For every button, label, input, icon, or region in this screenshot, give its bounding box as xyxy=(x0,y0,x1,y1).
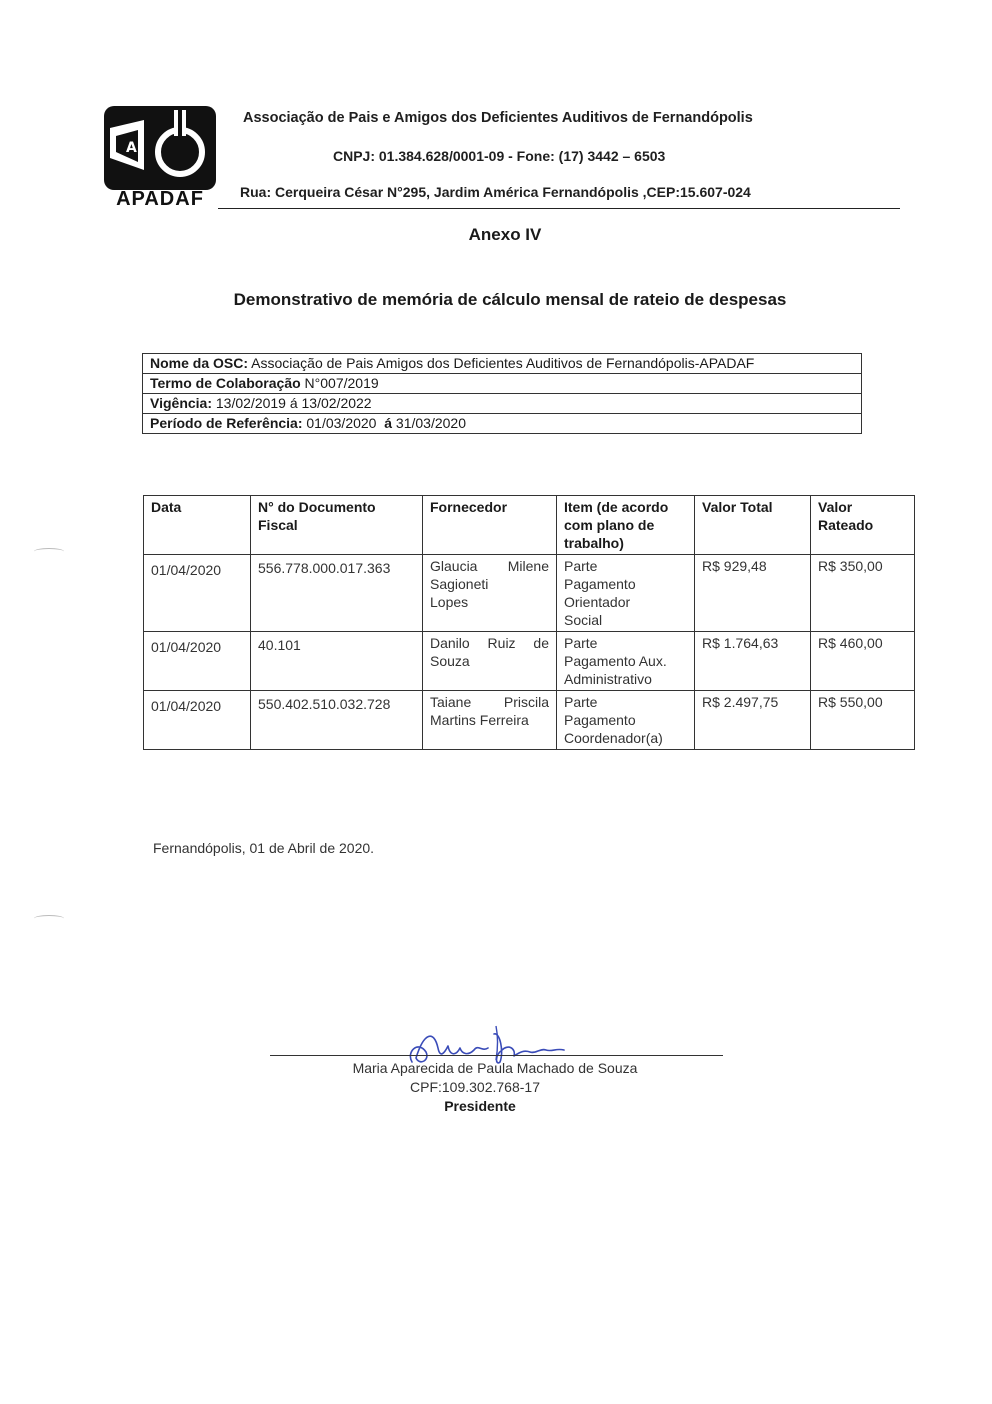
signer-cpf: CPF:109.302.768-17 xyxy=(410,1079,540,1095)
cell-valor-total: R$ 1.764,63 xyxy=(695,632,811,691)
header-item: Item (de acordo com plano de trabalho) xyxy=(557,496,695,555)
item-line: Parte xyxy=(564,558,598,574)
periodo-row xyxy=(143,413,861,433)
cell-item xyxy=(557,632,695,691)
item-line: Social xyxy=(564,612,603,628)
scan-mark xyxy=(34,915,64,922)
cell-valor-total: R$ 929,48 xyxy=(695,555,811,632)
osc-value: Associação de Pais Amigos dos Deficientes Auditivos de Fernandópolis-APADAF xyxy=(248,355,755,371)
table-row xyxy=(144,691,915,750)
cell-documento: 550.402.510.032.728 xyxy=(251,691,423,750)
cell-fornecedor xyxy=(423,632,557,691)
item-line: Pagamento Aux. xyxy=(564,653,667,669)
termo-row xyxy=(143,373,861,393)
item-line: Orientador xyxy=(564,594,631,610)
cnpj-phone: CNPJ: 01.384.628/0001-09 - Fone: (17) 3442 – 6503 xyxy=(333,148,666,164)
place-and-date: Fernandópolis, 01 de Abril de 2020. xyxy=(153,840,375,856)
info-box xyxy=(142,353,862,434)
item-line: Administrativo xyxy=(564,671,652,687)
periodo-separator: á xyxy=(384,415,393,431)
header-documento: N° do Documento Fiscal xyxy=(251,496,423,555)
cell-fornecedor xyxy=(423,555,557,632)
organization-name: Associação de Pais e Amigos dos Deficientes Auditivos de Fernandópolis xyxy=(243,110,753,126)
header-valor-rateado: Valor Rateado xyxy=(811,496,915,555)
item-line: Coordenador(a) xyxy=(564,730,663,746)
fornecedor-line: Martins Ferreira xyxy=(430,712,529,728)
cell-data: 01/04/2020 xyxy=(144,691,251,750)
svg-text:A: A xyxy=(126,140,137,156)
cell-valor-rateado: R$ 550,00 xyxy=(811,691,915,750)
cell-item xyxy=(557,691,695,750)
scan-mark xyxy=(34,548,64,555)
header-fornecedor: Fornecedor xyxy=(423,496,557,555)
vigencia-row xyxy=(143,393,861,413)
signature-line xyxy=(270,1055,723,1056)
fornecedor-line: Danilo Ruiz de xyxy=(430,635,549,651)
periodo-end: 31/03/2020 xyxy=(392,415,467,431)
header-valor-total: Valor Total xyxy=(695,496,811,555)
annex-label: Anexo IV xyxy=(468,225,542,244)
vigencia-label: Vigência: xyxy=(150,395,212,411)
header-divider xyxy=(218,208,900,209)
apadaf-logo xyxy=(104,106,216,210)
periodo-label: Período de Referência: xyxy=(150,415,303,431)
item-line: Parte xyxy=(564,635,598,651)
osc-row xyxy=(143,354,861,373)
signer-name: Maria Aparecida de Paula Machado de Souza xyxy=(352,1060,638,1076)
vigencia-value: 13/02/2019 á 13/02/2022 xyxy=(212,395,372,411)
item-line: Parte xyxy=(564,694,598,710)
termo-label: Termo de Colaboração xyxy=(150,375,301,391)
signer-role: Presidente xyxy=(444,1098,516,1114)
cell-documento: 556.778.000.017.363 xyxy=(251,555,423,632)
address: Rua: Cerqueira César N°295, Jardim América Fernandópolis ,CEP:15.607-024 xyxy=(240,184,751,200)
fornecedor-line: Glaucia Milene xyxy=(430,558,549,574)
table-row xyxy=(144,632,915,691)
fornecedor-line: Souza xyxy=(430,653,470,669)
header-data: Data xyxy=(144,496,251,555)
table-row xyxy=(144,555,915,632)
document-title: Demonstrativo de memória de cálculo mensal de rateio de despesas xyxy=(233,290,787,309)
item-line: Pagamento xyxy=(564,576,636,592)
logo-emblem-icon xyxy=(104,106,216,190)
cell-data: 01/04/2020 xyxy=(144,632,251,691)
periodo-start: 01/03/2020 xyxy=(302,415,377,431)
cell-fornecedor xyxy=(423,691,557,750)
cell-valor-rateado: R$ 350,00 xyxy=(811,555,915,632)
expense-table xyxy=(143,495,915,750)
cell-documento: 40.101 xyxy=(251,632,423,691)
cell-data: 01/04/2020 xyxy=(144,555,251,632)
cell-valor-total: R$ 2.497,75 xyxy=(695,691,811,750)
osc-label: Nome da OSC: xyxy=(150,355,249,371)
cell-item xyxy=(557,555,695,632)
cell-valor-rateado: R$ 460,00 xyxy=(811,632,915,691)
fornecedor-line: Taiane Priscila xyxy=(430,694,549,710)
termo-value: N°007/2019 xyxy=(300,375,379,391)
logo-text: APADAF xyxy=(116,188,204,210)
item-line: Pagamento xyxy=(564,712,636,728)
fornecedor-line: Sagioneti xyxy=(430,576,489,592)
fornecedor-line: Lopes xyxy=(430,594,469,610)
table-header-row xyxy=(144,496,915,555)
